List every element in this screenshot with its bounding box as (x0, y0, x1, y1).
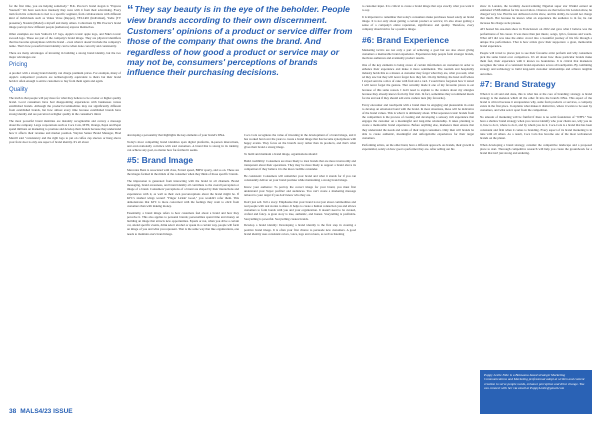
section-heading-brand-experience: #6: Brand Experience (362, 34, 449, 45)
paragraph: to customer input. It is critical to create a brand image that says exactly what you want it to say. (362, 4, 474, 13)
paragraph: There are many advantages of investing in building a strong brand identity, but the two major advantages are: (9, 50, 121, 59)
section-heading-brand-image: #5: Brand Image (127, 155, 194, 166)
paragraph: Don't just sell. Tell a story: Emphasize that your brand is not just about commodities and real people with real stories to share. It helps to create a human connection you and allows customers to form bonds with you and your organization. It doesn't need to be curated, crafted and fancy. A great story is true, authentic, and honest. Storytelling is profitable. Storytelling is powerful. Storytelling creates brands. (244, 200, 356, 221)
paragraph: Be consistent: Consumers will remember your brand and what it stands for if you can consistently deliver on your brand promise while maintaining a strong brand image. (244, 174, 356, 183)
author-bio-box (480, 370, 592, 414)
paragraph: It is important to remember that today's consumers make purchases based solely on brand image. It is not only about getting a certain product or service; it's also about getting a sense of a company's entire reputation, significance and quality. Therefore, every company should strive for a positive image. (362, 14, 474, 32)
column-4 (362, 4, 474, 154)
paragraph: Develop a brand identity: Developing a brand identity is the first step in creating a positive brand image. It is often your first chance to persuade new customers. A good brand identity uses consistent colors, voice, logo and colours, as well as listening (244, 223, 356, 236)
paragraph: The most powerful brand identities are instantly recognizable and convey a message about the company. Large corporations such as Coca Cola, MTN, Orange, Pepsi and Pepsi spend millions on marketing to promote and develop their brands because they understand how it affects their revenue and market position. Waylon Senior Brand Manager, Brad Merrill said "consistency and the right logo to put on coffee cup sleeves or hang above your front door is only one aspect of brand identity. It's all about (9, 118, 121, 144)
column-1 (9, 4, 121, 146)
paragraph: To build and maintain a brand image, organizations should: (244, 152, 318, 157)
column-2 (127, 133, 239, 238)
author-bio-text: Poppy Leslie Nthe is a Botswana based strategic Marketing Communications and Marketing professional adept at written and content creation to serve people needs, enhance perception and drive change. You can connect with her via email at PoppyLeslie@gmail.com (484, 373, 585, 391)
paragraph: Coca Cola recognizes the value of investing in the development of a brand image, and it has worked hard over the years to create a brand image that has become synonymous with happy events. They focus on the brand's story rather than its products, and that's what gives their brand a strong image. (244, 133, 356, 150)
quote-mark-icon: “ (127, 2, 134, 17)
section-heading-brand-strategy: #7: Brand Strategy (480, 78, 556, 89)
paragraph: developing a personality that highlights the key elements of your brand's DNA. (127, 133, 226, 137)
paragraph: Today's most compelling brand identities span digital platforms, in-person interactions, and even nationally convince with said customers. A brand that is strong in its identity, can achieve any goal, no matter how far-fetched it seems. (127, 139, 239, 153)
paragraph: One of the key elements is being aware of certain information on customers in order to enhance their experience and make it more sentimental. The tourism and hospitality industry holds this as a master. A customer may forget what they ate, what you said, what ad they saw but they will never forget how they felt. On my birthday, the hotel staff where I stayed sent me a slice of cake with fruit and a card. I would have forgotten how it tasted I will never forget the gesture. That certainly made it one of my favourite places to eat because of this same reason. I don't need to explain to the waiters about my allergies because they already knows from my first visit. In fact, sometimes they recommend meals for me and ask if they should add extra cashew nuts (my favourite). (362, 62, 474, 100)
paragraph: Build credibility: Consumers are more likely to trust brands that are more trustworthy and transparent about their operations. They may be more likely to support a brand above its competitors if they believe it is the most credible contender. (244, 158, 356, 172)
page-number: 38 (9, 408, 17, 415)
publication-name: MALS4/23 ISSUE (20, 408, 73, 415)
paragraph: Essentially, a brand image refers to how customers feel about a brand and how they perceive it. This also applies to personal brands; personalities spend time and money on building an image that attracts new opportunities. Equals or not, when you drive a certain car, attend specific events, drink select alcohol or speak in a certain way, people will form an image of you and what you represent. That is the same way that like organizations, one needs to maintain one's brand image. (127, 210, 239, 236)
paragraph: Mercedes Benz is associated with class, Ferrari speed, BMW sporty, and so on. These are the images formed in the minds of the consumer when they think of those specific brands. (127, 168, 239, 177)
column-5 (480, 4, 592, 158)
paragraph: The impression is generated from interacting with the brand in all channels. Brand messaging, brand awareness, and brand identity all contribute to the overall perception or image of a brand. Consumers' perceptions of a brand are shaped by their interactions and experiences with it, as well as their own preconceptions about the brand might be. If KFC's slashed wings weren't "Finger Lickin' Good," you wouldn't refer them. This demonstrates that KFC is more concerned with the feelings they want to elicit from customers than with making money. (127, 179, 239, 209)
paragraph: Other examples are Luis Vuitton's LV logo, Apple's iconic apple logo, and Nike's iconic swoosh logo. These are part of the company's brand image. They are physical identifiers that has become synonymous with the brand – even when it doesn't include the company's name. That's how powerful brand identity can be when done correctly and consistently. (9, 31, 121, 48)
paragraph: Performing artists, on the other hand, have a different approach. As brands, their growth is experiential, solely on how good a performer they are. After selling out his (362, 142, 474, 151)
column-3 (244, 133, 356, 238)
pull-quote-text: They say beauty is in the eye of the beholder. People view brands according to their own discernment. Customers' opinions of a product or service differ from those of the company that owns the brand. And regardless of how good a product or service may or may not be, consumers' perceptions of brands influence their purchasing decisions. (127, 4, 353, 78)
paragraph: Every encounter and touchpoint with a brand must be engaging and pleasurable in order to develop an emotional bond with the brand. In most situations, these will be indicative of the brand values. This is what it is ultimately about. What separates iconic brands from the competition is the process of creating and developing a sensory rich experience that engages the customer on a meaningful and long-time relationship. It takes planning to create a memorable brand experience. Before anything else, marketers must ensure that they understand the needs and wants of their target consumers. Only then will brands be able to create authentic, meaningful and unforgettable experiences for their target customers. (362, 102, 474, 140)
paragraph: When developing a brand strategy, consider the competitive landscape and a proposed place to start. Thorough competitive research will help you create the groundwork for a brand that isn't just strong and enduring. (480, 142, 592, 155)
paragraph: When it is all said and done, this is what lies at the core of branding: strategy. A brand strategy is the skeleton which all the other fit into the brand's DNA. This aspect of the brand is critical because it encapsulates why, aside from products or services, a company exists in the first place. It explains what makes it distinctive, where it wants to be seen by customers, and what sets it apart from the competition. (480, 91, 592, 113)
subheading-quality: Quality (9, 86, 28, 93)
paragraph: ATI hosted his one-man show in Francistown on 2022 and gave what I believe was the performance of his career. It was more than just music, songs, lyrics, features and words. What ATI did was take the entire crowd into a beautiful journey of his life through a unique live performance. That is how artists grow their supporters: a great, memorable brand experience. (480, 27, 592, 48)
paragraph: A product with a strong brand identity can charge premium prices. For example, many of Apple's competitors' products are technologically equivalent to theirs but their brand holds it often enough to entice customers to buy from them again and again. (9, 71, 121, 84)
paragraph: Know your audience: To portray the correct image for your brand, you must first understand your 'buyer profiles' and audiences. You can't create a marketing message tailored to your target if you don't know who they are. (244, 184, 356, 198)
page-footer (9, 408, 73, 415)
paragraph: for the first time, you are helping somebody." B.K. Proctor's brand slogan is "Express Yourself." We have seen how intensely they were with it from their advertising. Every item from his collections is tied to a specific segment, from collaborations with different kind of individuals such as Venus Verse (Rapper), TELLRO (Individual), Yadie (TV presenter), Nasiani (Model) a myself and many others. Collections by BK Proctor's brand image portrays how different people (audiences) express themselves. (9, 4, 121, 29)
paragraph: The truth is that people will pay more for what they believe to be a better or higher quality brand. Local consumers have had disappointing experiences with businesses versus established brands. Although the product's/commodities may not significantly different from established brands, but how almost every time because established brands have strong identity and are perceived as higher quality in the consumer's mind. (9, 95, 121, 117)
subheading-pricing: Pricing (9, 62, 28, 69)
paragraph: show in London, the Grammy Award-winning Nigerian super star Wizkid earned an estimated USD$ million for his record show. Chances are that before his London show, he charged very low. Had he not delivered on his show, and his ability, he would not charge that much. But because he knows what an experience the audience is in for, he can increase his charge as he pleases. (480, 4, 592, 25)
pull-quote (127, 4, 357, 78)
paragraph: Marketing tactics are not only a part of achieving a goal but are also about giving customers a memorable brand experience. Experiences help people form stronger brands, motivate audiences and eventually product results. (362, 47, 474, 60)
paragraph: People will travel to places just to see their favourite artist perform and why consumers pick the same brand over competitors. It's all about how those particular brands make them feel, their experience with it knows no boundaries. It is critical that marketers recognize the value of a consistent brand experience across all touchpoints. By combining strategy and technology to build long-term customer relationships and achieve tangible outcomes. (480, 50, 592, 76)
paragraph: No amount of marketing will be fruitful if there is no solid foundation of "WHY." You have a shallow brand strategy when you can not identify who your clients are, why you do it, how to do it, where to do it, and by whom you do it. Coca-Cola is a brand that has been consistent and firm when it comes to branding. Every aspect of its brand marketing is in tune with all others. As a result, Coca Cola has become one of the most well-known brands on the planet. (480, 115, 592, 140)
